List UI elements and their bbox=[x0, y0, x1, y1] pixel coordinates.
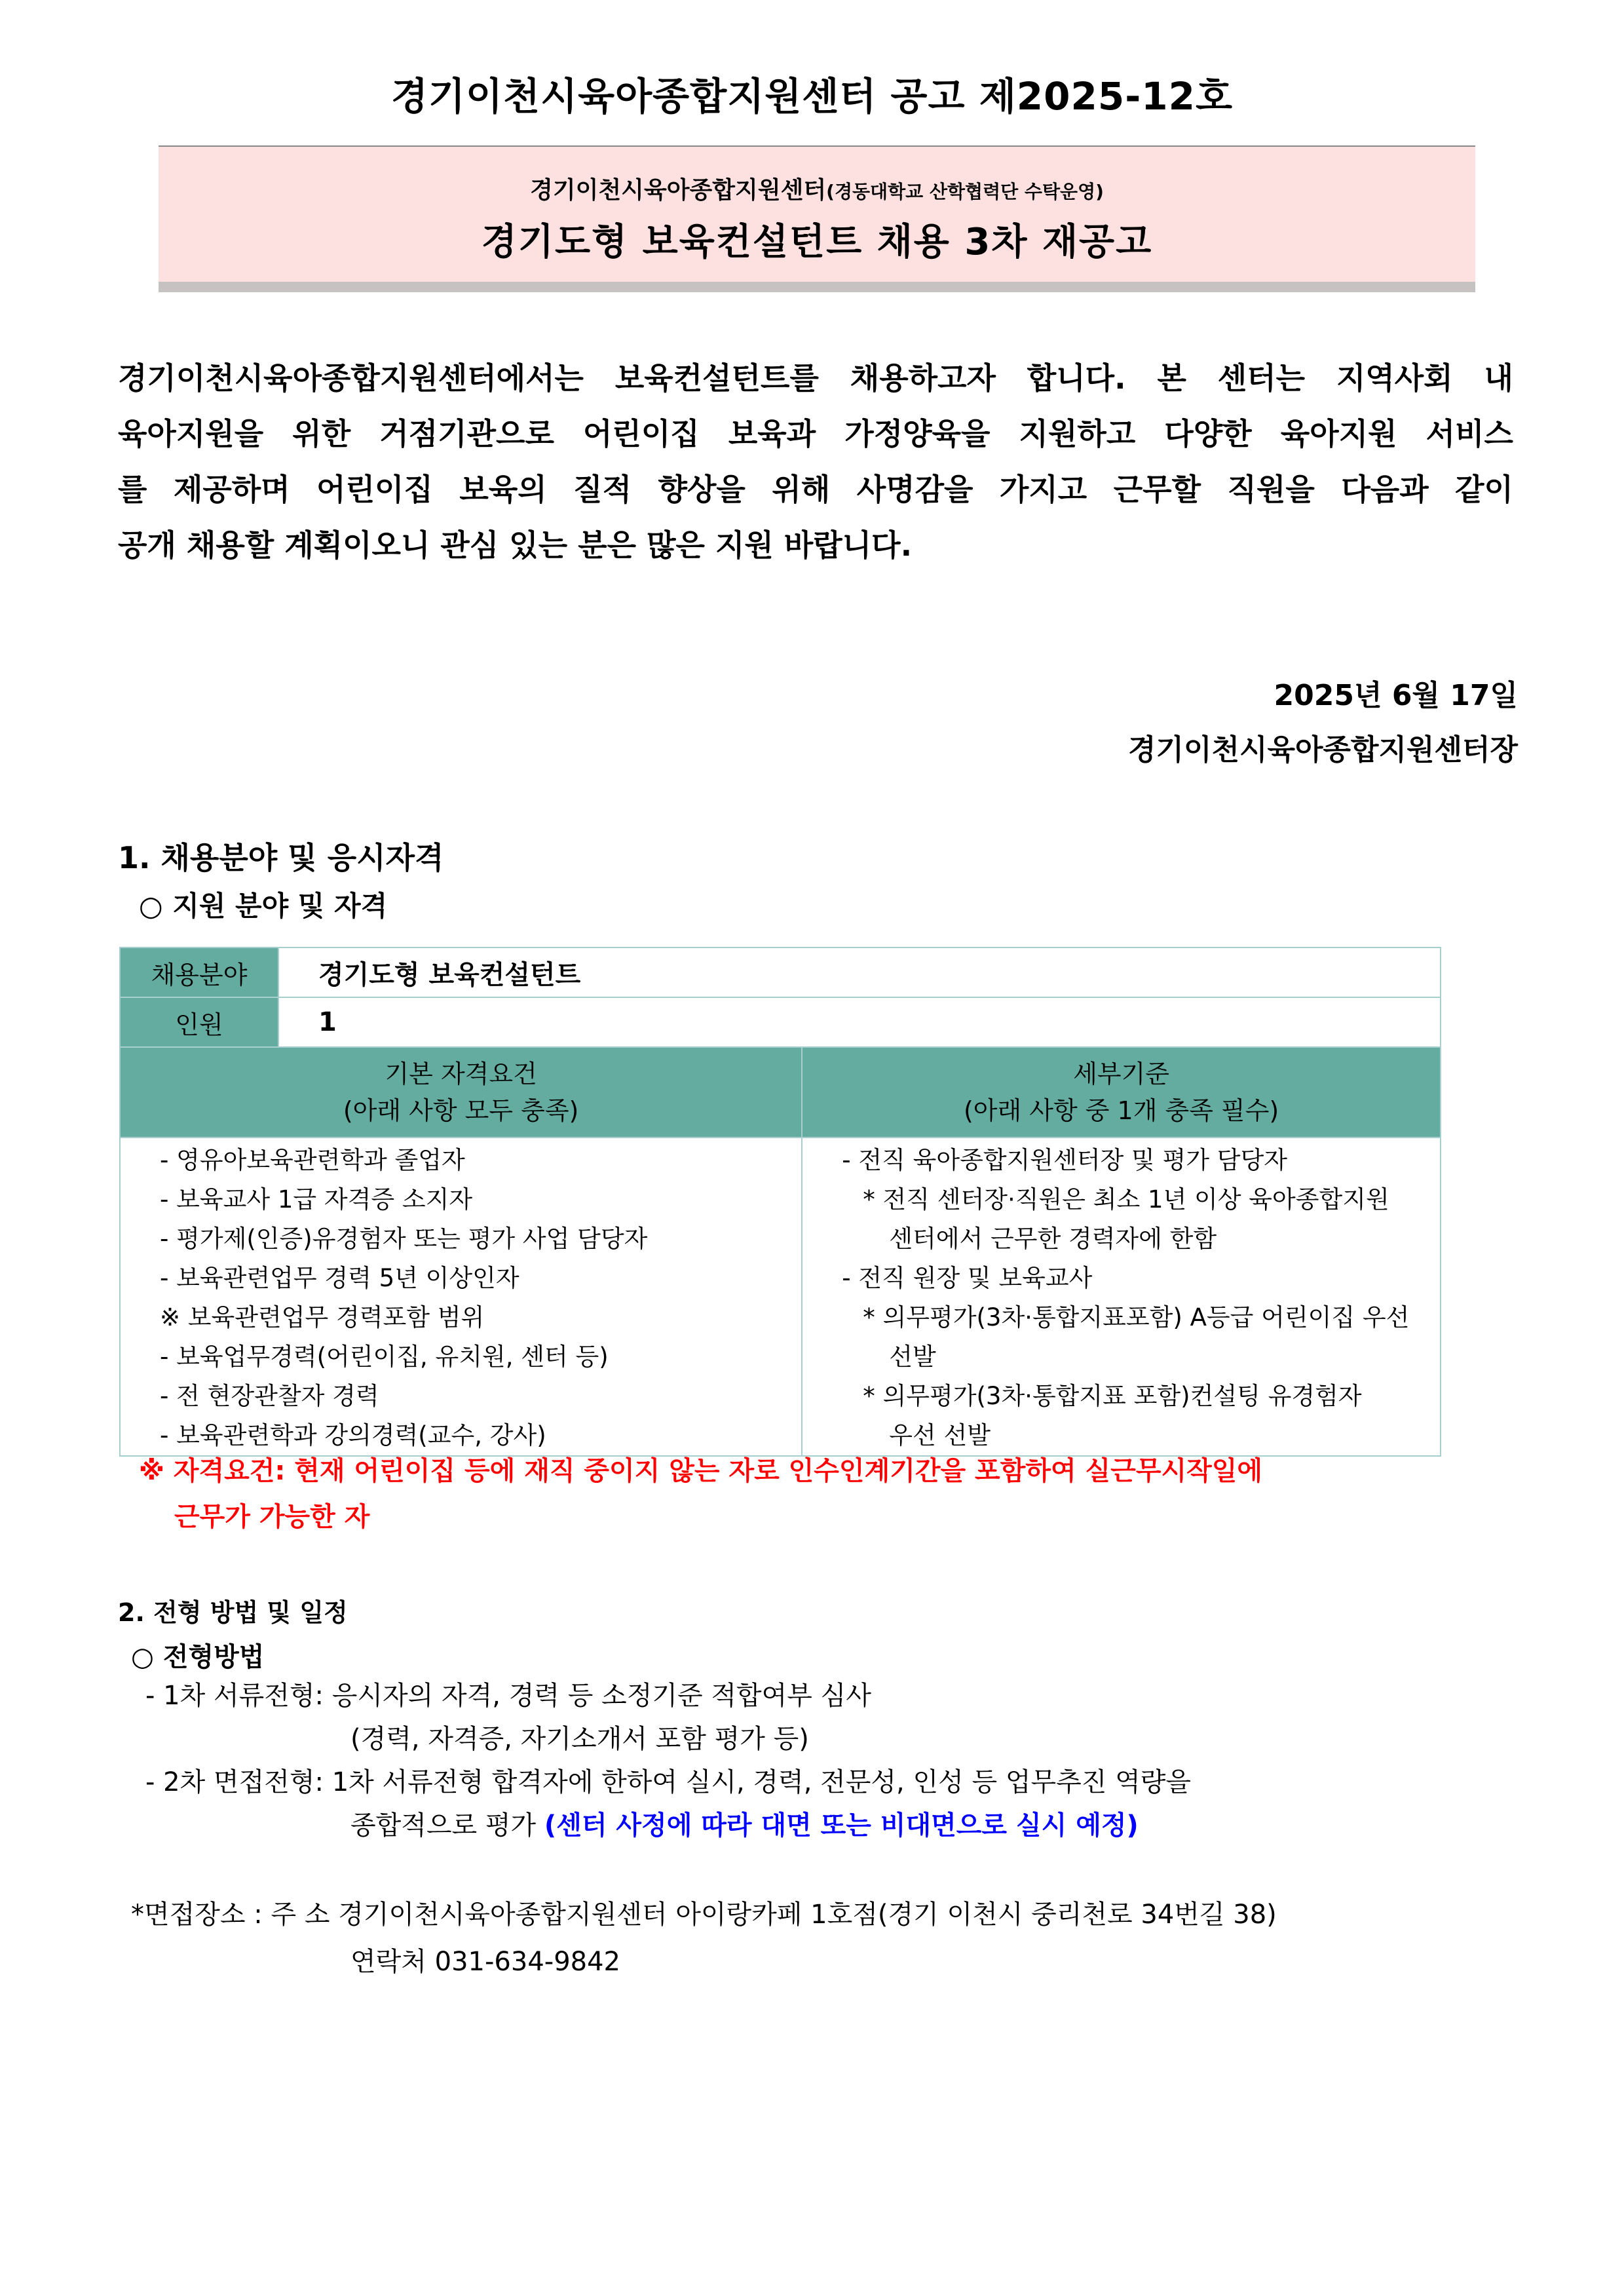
basic-items bbox=[120, 1138, 802, 1456]
intro-line: 육아지원을 위한 거점기관으로 어린이집 보육과 가정양육을 지원하고 다양한 육아지원 서비스 bbox=[118, 416, 1513, 451]
list-item: 선발 bbox=[889, 1343, 936, 1371]
basic-header-title: 기본 자격요건 bbox=[385, 1060, 537, 1088]
section2-subheading: ○ 전형방법 bbox=[131, 1642, 265, 1672]
step1 bbox=[145, 1674, 871, 1717]
count-value: 1 bbox=[278, 997, 1441, 1047]
list-item: - 보육업무경력(어린이집, 유치원, 센터 등) bbox=[160, 1343, 609, 1371]
basic-header bbox=[120, 1047, 802, 1138]
org-name: 경기이천시육아종합지원센터 bbox=[530, 177, 827, 204]
list-item: - 전직 육아종합지원센터장 및 평가 담당자 bbox=[842, 1146, 1288, 1174]
intro-paragraph bbox=[118, 351, 1513, 573]
section1-subheading: ○ 지원 분야 및 자격 bbox=[139, 890, 388, 922]
contact-label: 연락처 bbox=[350, 1947, 426, 1977]
step1-note: (경력, 자격증, 자기소개서 포함 평가 등) bbox=[350, 1724, 809, 1754]
step1-label: - 1차 서류전형: bbox=[145, 1681, 324, 1711]
list-item: - 보육교사 1급 자격증 소지자 bbox=[160, 1185, 473, 1214]
step2-continued bbox=[350, 1804, 1139, 1847]
list-item: - 전 현장관찰자 경력 bbox=[160, 1382, 379, 1410]
table-row bbox=[120, 1138, 1441, 1456]
warning-line: ※ 자격요건: 현재 어린이집 등에 재직 중이지 않는 자로 인수인계기간을 포함하여 실근무시작일에 bbox=[139, 1456, 1263, 1486]
qualification-table bbox=[119, 947, 1441, 1457]
title-org bbox=[159, 172, 1475, 205]
list-item: - 전직 원장 및 보육교사 bbox=[842, 1264, 1093, 1292]
detail-header-title: 세부기준 bbox=[1073, 1060, 1170, 1088]
step2-text2: 종합적으로 평가 bbox=[350, 1810, 537, 1841]
signer: 경기이천시육아종합지원센터장 bbox=[1127, 733, 1518, 767]
intro-line: 를 제공하며 어린이집 보육의 질적 향상을 위해 사명감을 가지고 근무할 직원을 다음과 같이 bbox=[118, 472, 1513, 507]
field-value: 경기도형 보육컨설턴트 bbox=[278, 947, 1441, 997]
field-label: 채용분야 bbox=[120, 947, 278, 997]
section2-heading: 2. 전형 방법 및 일정 bbox=[118, 1598, 348, 1627]
step2 bbox=[145, 1761, 1191, 1804]
intro-line: 경기이천시육아종합지원센터에서는 보육컨설턴트를 채용하고자 합니다. 본 센터는 지역사회 내 bbox=[118, 360, 1513, 396]
list-item: * 전직 센터장·직원은 최소 1년 이상 육아종합지원 bbox=[863, 1185, 1389, 1214]
count-label: 인원 bbox=[120, 997, 278, 1047]
detail-items bbox=[802, 1138, 1441, 1456]
interview-location bbox=[131, 1894, 1277, 1931]
detail-header-note: (아래 사항 중 1개 충족 필수) bbox=[963, 1096, 1279, 1125]
basic-header-note: (아래 사항 모두 충족) bbox=[343, 1096, 579, 1125]
step1-text: 응시자의 자격, 경력 등 소정기준 적합여부 심사 bbox=[331, 1681, 871, 1711]
list-item: ※ 보육관련업무 경력포함 범위 bbox=[160, 1303, 485, 1331]
interview-label: *면접장소 : 주 소 bbox=[131, 1900, 330, 1930]
qualification-warning bbox=[139, 1448, 1462, 1540]
table-row bbox=[120, 1047, 1441, 1138]
notice-number: 경기이천시육아종합지원센터 공고 제2025-12호 bbox=[390, 74, 1234, 119]
interview-address: 경기이천시육아종합지원센터 아이랑카페 1호점(경기 이천시 중리천로 34번길 38) bbox=[338, 1900, 1277, 1930]
table-row bbox=[120, 947, 1441, 997]
section1-heading: 1. 채용분야 및 응시자격 bbox=[118, 840, 444, 875]
list-item: - 평가제(인증)유경험자 또는 평가 사업 담당자 bbox=[160, 1225, 648, 1253]
intro-line: 공개 채용할 계획이오니 관심 있는 분은 많은 지원 바랍니다. bbox=[118, 527, 913, 563]
list-item: 센터에서 근무한 경력자에 한함 bbox=[889, 1225, 1217, 1253]
contact-phone: 031-634-9842 bbox=[434, 1947, 620, 1977]
title-box-shadow bbox=[159, 282, 1475, 292]
list-item: * 의무평가(3차·통합지표포함) A등급 어린이집 우선 bbox=[863, 1303, 1410, 1331]
list-item: - 보육관련업무 경력 5년 이상인자 bbox=[160, 1264, 519, 1292]
list-item: 우선 선발 bbox=[889, 1421, 991, 1449]
list-item: * 의무평가(3차·통합지표 포함)컨설팅 유경험자 bbox=[863, 1382, 1362, 1410]
page-title: 경기도형 보육컨설턴트 채용 3차 재공고 bbox=[481, 221, 1153, 263]
list-item: - 보육관련학과 강의경력(교수, 강사) bbox=[160, 1421, 546, 1449]
step2-note: (센터 사정에 따라 대면 또는 비대면으로 실시 예정) bbox=[544, 1810, 1139, 1841]
warning-line: 근무가 가능한 자 bbox=[174, 1502, 370, 1532]
table-row bbox=[120, 997, 1441, 1047]
step2-label: - 2차 면접전형: bbox=[145, 1767, 324, 1797]
list-item: - 영유아보육관련학과 졸업자 bbox=[160, 1146, 465, 1174]
detail-header bbox=[802, 1047, 1441, 1138]
step2-text: 1차 서류전형 합격자에 한하여 실시, 경력, 전문성, 인성 등 업무추진 역량을 bbox=[331, 1767, 1192, 1797]
notice-date: 2025년 6월 17일 bbox=[1274, 679, 1518, 712]
contact bbox=[350, 1941, 620, 1978]
org-note: (경동대학교 산학협력단 수탁운영) bbox=[826, 181, 1104, 202]
